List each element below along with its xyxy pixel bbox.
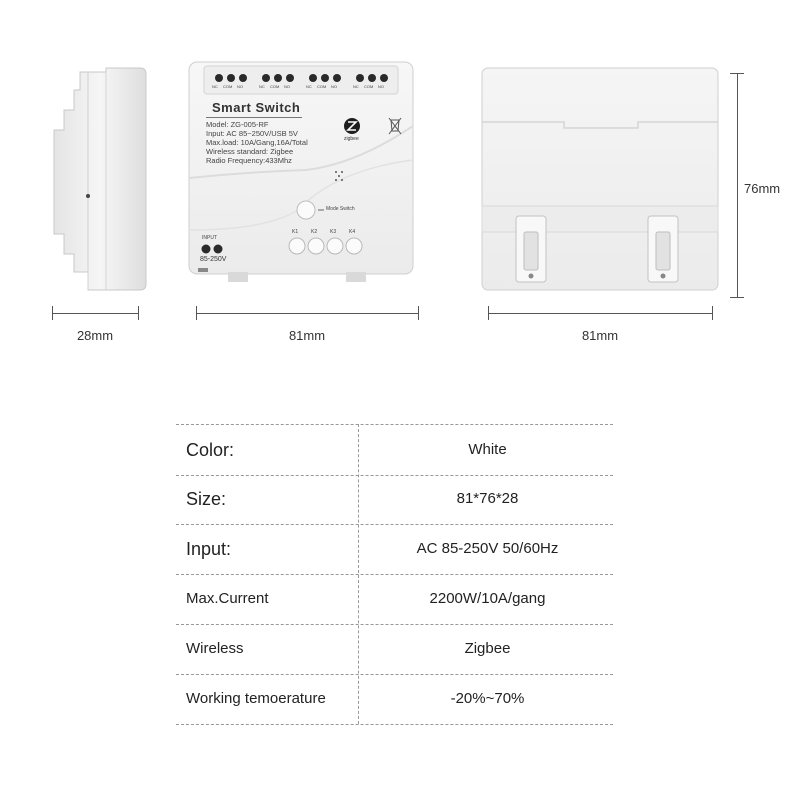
spec-label: Color: — [186, 440, 235, 460]
button-labels — [292, 229, 372, 237]
spec-row-color — [176, 424, 613, 476]
spec-row-wireless — [176, 624, 613, 675]
device-model: Model: ZG-005-RF — [206, 120, 269, 129]
terminal-label: NO — [237, 84, 243, 89]
dimension-cap — [418, 306, 419, 320]
terminal-label: NC — [212, 84, 218, 89]
back-view-image — [478, 66, 724, 298]
dimension-cap — [138, 306, 139, 320]
device-title: Smart Switch — [212, 100, 301, 115]
terminal-label: NO — [378, 84, 384, 89]
height-dimension-line — [737, 73, 738, 297]
spec-value: AC 85-250V 50/60Hz — [416, 540, 559, 557]
terminal-label: NC — [353, 84, 359, 89]
dimension-cap — [196, 306, 197, 320]
device-radio-frequency: Radio Frequency:433Mhz — [206, 156, 292, 165]
depth-dimension-label: 28mm — [76, 328, 114, 343]
terminal-label: COM — [364, 84, 374, 89]
terminal-label: NC — [259, 84, 265, 89]
mode-switch-label: Mode Switch — [326, 206, 355, 212]
terminal-label: NO — [284, 84, 290, 89]
zigbee-logo-text: zigbee — [344, 136, 359, 142]
device-title-underline — [206, 117, 302, 118]
device-input: Input: AC 85~250V/USB 5V — [206, 129, 298, 138]
device-max-load: Max.load: 10A/Gang,16A/Total — [206, 138, 308, 147]
dimension-cap — [52, 306, 53, 320]
button-label-k1: K1 — [292, 229, 299, 235]
spec-label: Wireless — [186, 640, 244, 657]
terminal-labels — [212, 84, 412, 92]
button-label-k2: K2 — [311, 229, 318, 235]
front-width-dimension-line — [196, 313, 418, 314]
terminal-label: NO — [331, 84, 337, 89]
back-width-dimension-line — [488, 313, 712, 314]
spec-row-max-current — [176, 574, 613, 625]
spec-label: Size: — [186, 489, 227, 509]
spec-value: 81*76*28 — [456, 490, 519, 507]
spec-value: White — [468, 441, 507, 458]
dimension-cap — [712, 306, 713, 320]
spec-row-input — [176, 524, 613, 575]
terminal-label: COM — [317, 84, 327, 89]
front-width-dimension-label: 81mm — [288, 328, 326, 343]
dimension-cap — [730, 73, 744, 74]
back-width-dimension-label: 81mm — [581, 328, 619, 343]
device-spec-block — [206, 120, 308, 165]
button-label-k3: K3 — [330, 229, 337, 235]
spec-row-working-temperature — [176, 674, 613, 725]
spec-label: Input: — [186, 539, 232, 559]
voltage-label: 85-250V — [200, 256, 227, 263]
input-label: INPUT — [202, 235, 217, 241]
spec-value: 2200W/10A/gang — [429, 590, 546, 607]
terminal-label: NC — [306, 84, 312, 89]
button-label-k4: K4 — [349, 229, 356, 235]
spec-table — [176, 424, 613, 724]
height-dimension-label: 76mm — [744, 181, 781, 196]
spec-value: -20%~70% — [450, 690, 525, 707]
spec-label: Max.Current — [186, 590, 269, 607]
side-view-image — [44, 66, 150, 298]
terminal-label: COM — [223, 84, 233, 89]
depth-dimension-line — [52, 313, 138, 314]
terminal-label: COM — [270, 84, 280, 89]
spec-value: Zigbee — [464, 640, 511, 657]
spec-row-size — [176, 474, 613, 525]
dimension-cap — [730, 297, 744, 298]
device-wireless-standard: Wireless standard: Zigbee — [206, 147, 294, 156]
spec-label: Working temoerature — [186, 690, 326, 707]
dimension-cap — [488, 306, 489, 320]
